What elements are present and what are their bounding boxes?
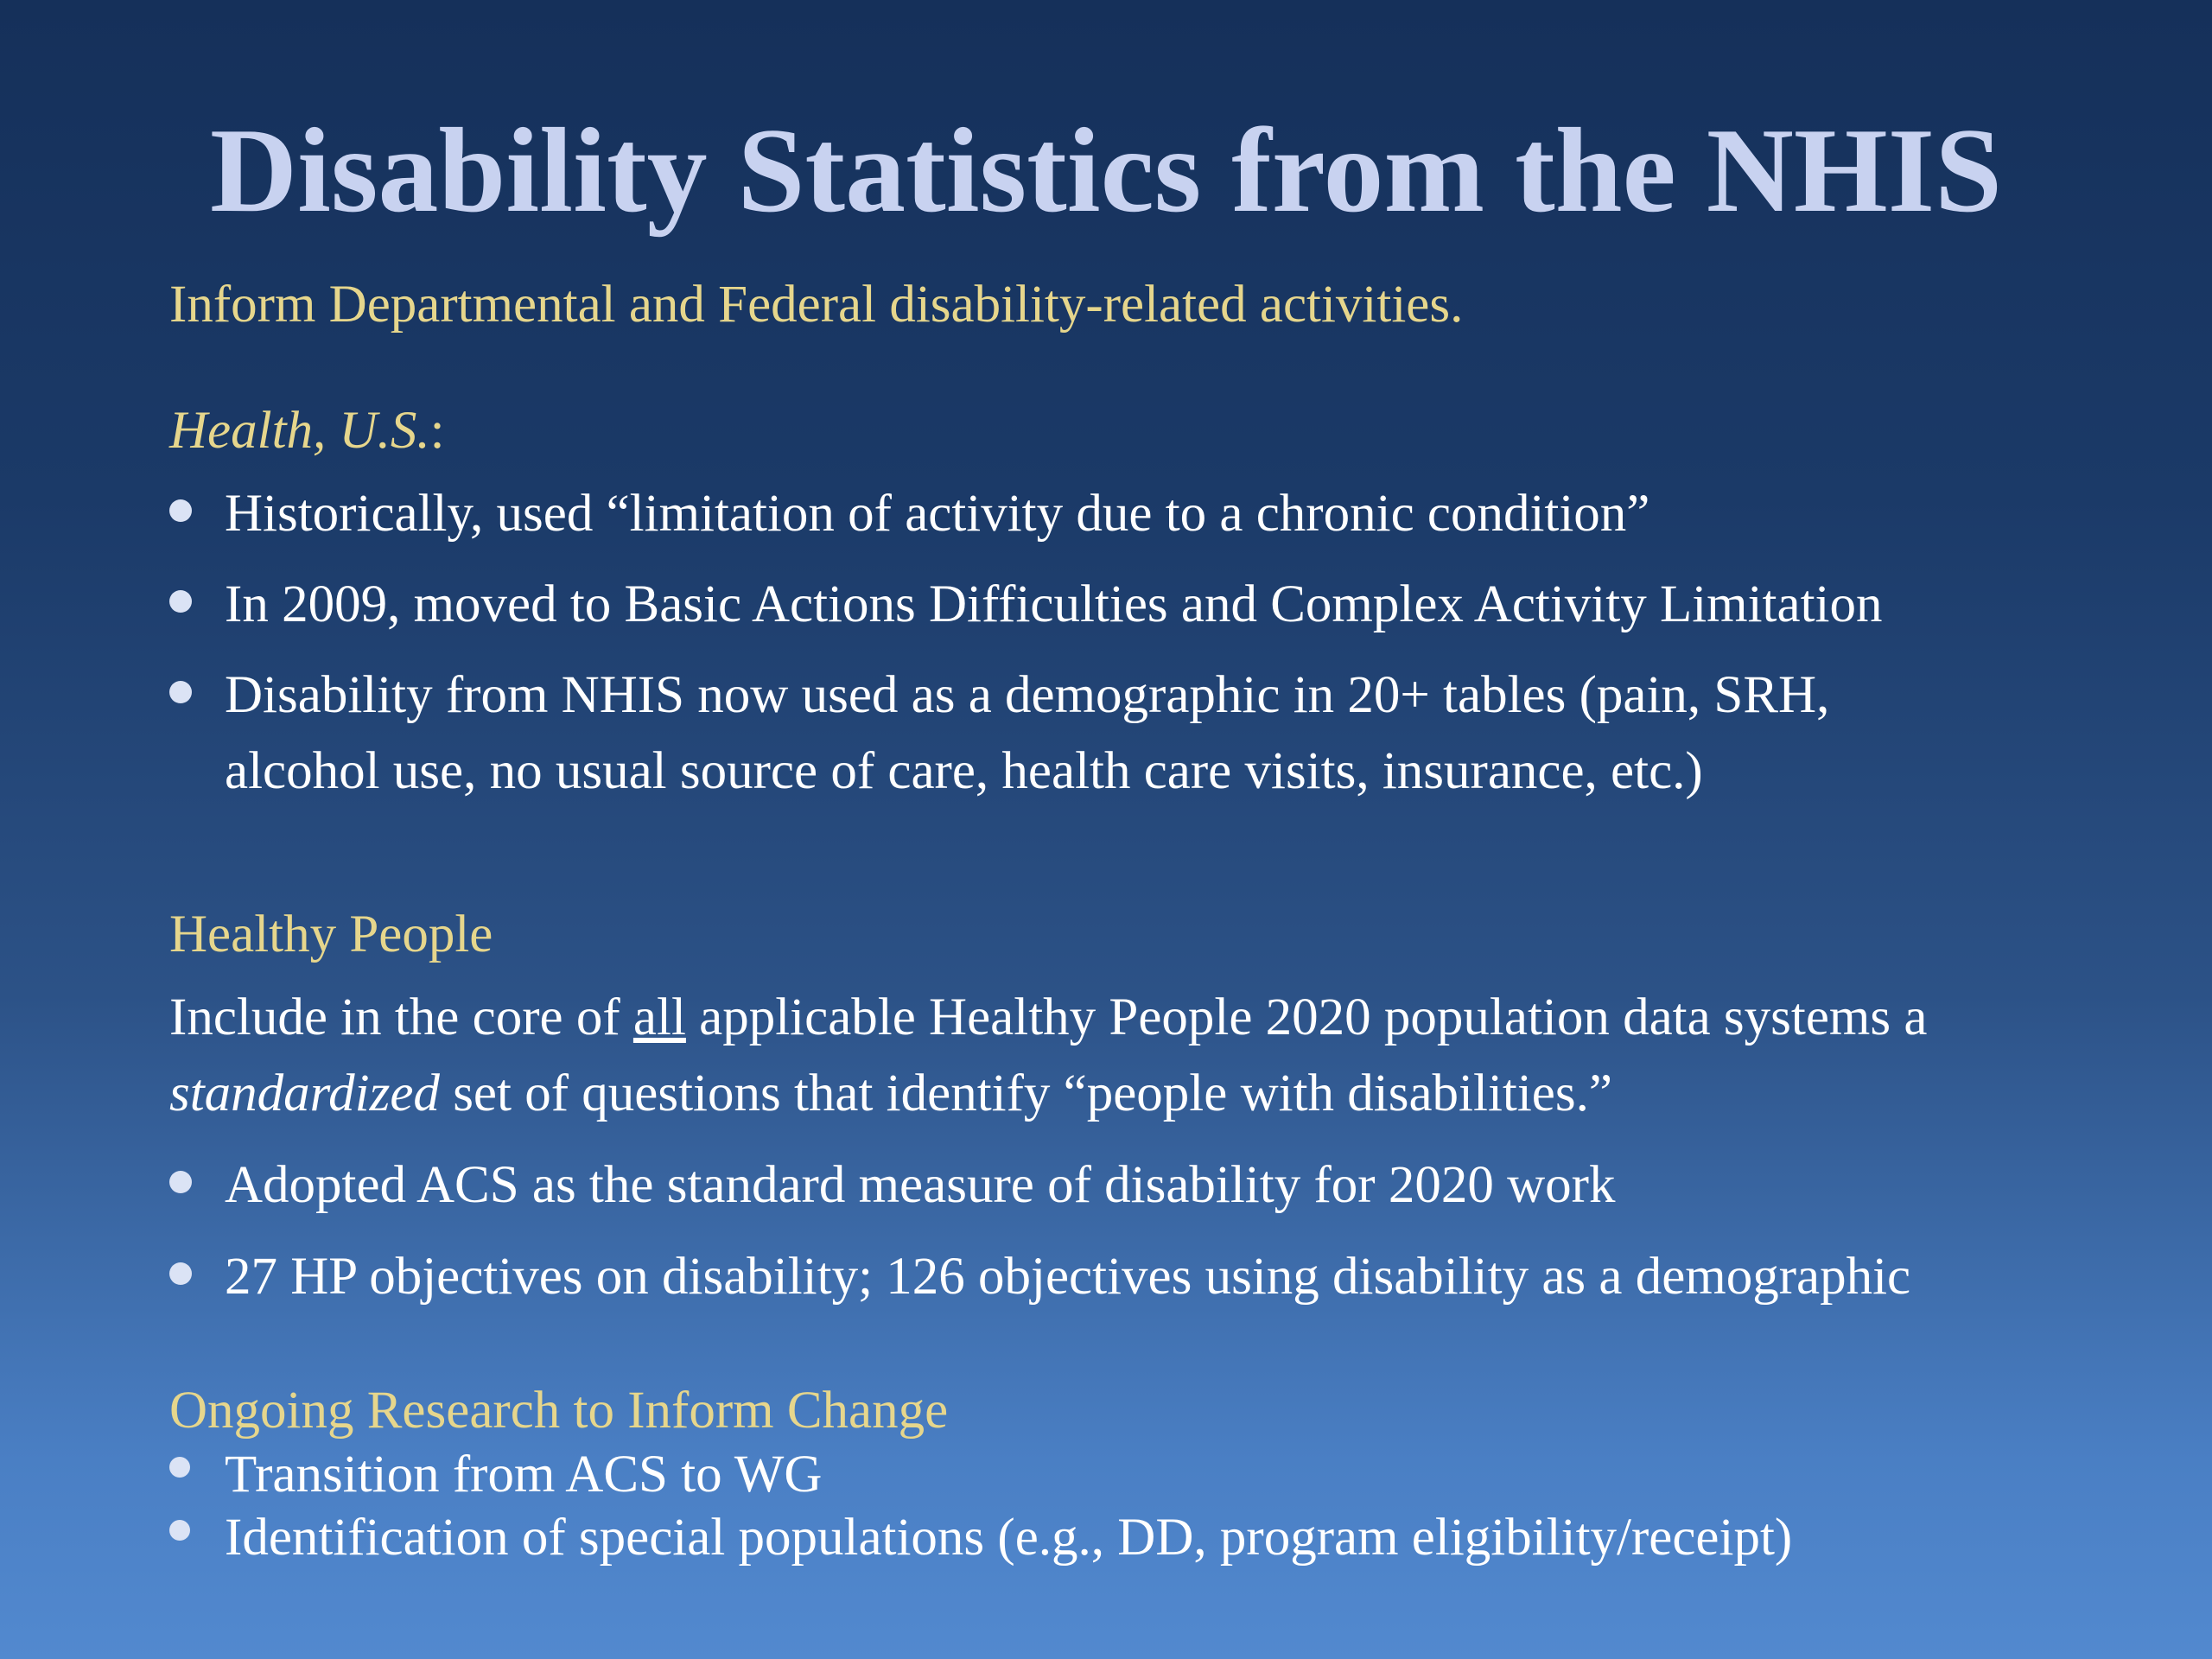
bullet-text: Disability from NHIS now used as a demographic in 20+ tables (pain, SRH, [225, 666, 1830, 724]
healthy-people-paragraph-line1 [169, 988, 1927, 1048]
paragraph-text: applicable Healthy People 2020 population data systems a [685, 988, 1928, 1046]
bullet-text: 27 HP objectives on disability; 126 objectives using disability as a demographic [225, 1248, 1911, 1306]
bullet-text: Identification of special populations (e.g., DD, program eligibility/receipt) [225, 1509, 1793, 1567]
bullet-text: Adopted ACS as the standard measure of disability for 2020 work [225, 1156, 1616, 1214]
bullet-dot-icon [169, 499, 192, 522]
intro-text: Inform Departmental and Federal disability-related activities. [169, 276, 1464, 334]
healthy-people-paragraph-line2 [169, 1064, 1612, 1124]
health-us-heading-italic: Health, U.S. [169, 402, 430, 460]
bullet-dot-icon [169, 1171, 192, 1193]
bullet-text: Historically, used “limitation of activity due to a chronic condition” [225, 485, 1650, 543]
paragraph-text: Include in the core of [169, 988, 633, 1046]
health-us-heading [169, 401, 445, 461]
bullet-dot-icon [169, 681, 192, 703]
bullet-dot-icon [169, 1262, 192, 1285]
healthy-people-heading: Healthy People [169, 906, 493, 963]
bullet-dot-icon [169, 1457, 190, 1478]
research-heading: Ongoing Research to Inform Change [169, 1382, 949, 1440]
paragraph-text: set of questions that identify “people with disabilities.” [439, 1065, 1612, 1122]
bullet-dot-icon [169, 1520, 190, 1541]
bullet-text-continuation: alcohol use, no usual source of care, health care visits, insurance, etc.) [225, 742, 1703, 800]
paragraph-emphasis: all [632, 988, 686, 1046]
bullet-dot-icon [169, 590, 192, 613]
paragraph-emphasis: standardized [169, 1065, 440, 1122]
bullet-text: Transition from ACS to WG [225, 1446, 823, 1503]
bullet-text: In 2009, moved to Basic Actions Difficulties and Complex Activity Limitation [225, 575, 1883, 633]
health-us-heading-suffix: : [429, 402, 445, 460]
slide-title: Disability Statistics from the NHIS [209, 104, 2003, 238]
